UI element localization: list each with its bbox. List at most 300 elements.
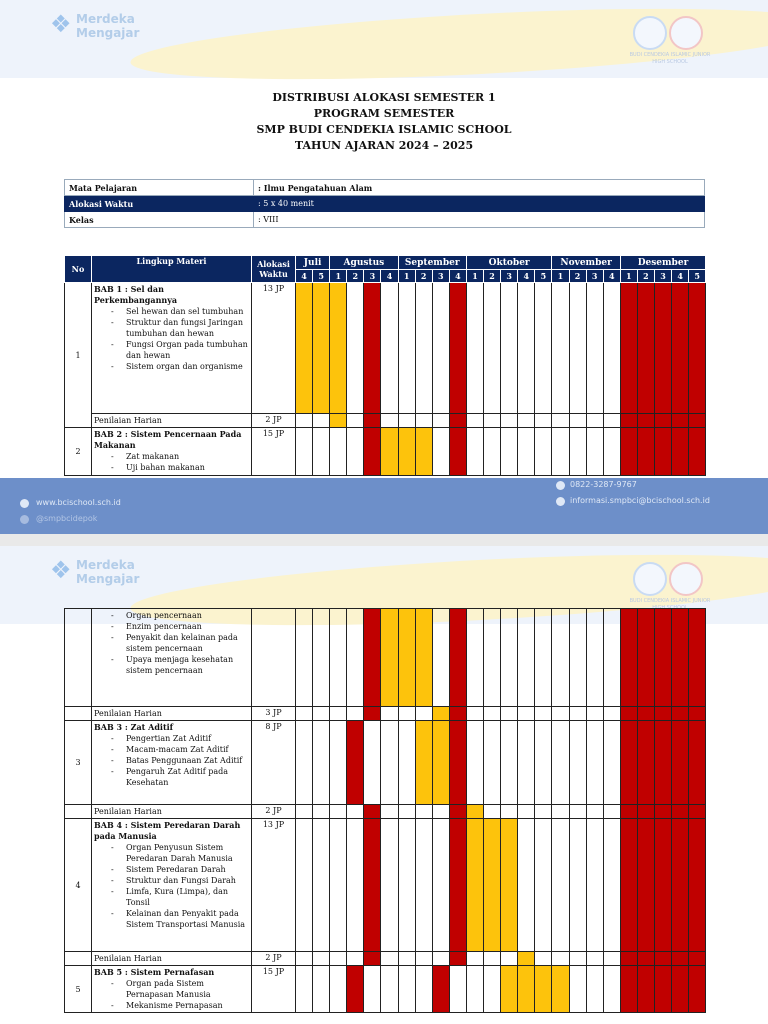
week-cell bbox=[398, 414, 415, 428]
week-cell-scheduled bbox=[432, 721, 449, 805]
week-cell-holiday bbox=[689, 414, 706, 428]
week-cell bbox=[330, 966, 347, 1013]
table-row bbox=[65, 721, 706, 805]
footer-website: www.bcischool.sch.id bbox=[36, 498, 121, 507]
footer-phone: 0822-3287-9767 bbox=[570, 480, 637, 489]
week-cell bbox=[296, 819, 313, 952]
week-cell-scheduled bbox=[466, 805, 483, 819]
week-cell bbox=[501, 805, 518, 819]
week-cell-holiday bbox=[672, 609, 689, 707]
table-row bbox=[65, 966, 706, 1013]
week-header: 2 bbox=[484, 270, 501, 283]
week-cell-holiday bbox=[620, 952, 637, 966]
info-label: Mata Pelajaran bbox=[65, 180, 254, 196]
week-cell-holiday bbox=[672, 283, 689, 414]
week-cell bbox=[603, 283, 620, 414]
week-cell-scheduled bbox=[296, 283, 313, 414]
week-cell-holiday bbox=[364, 952, 381, 966]
week-cell-holiday bbox=[672, 707, 689, 721]
row-number bbox=[65, 952, 92, 966]
week-cell bbox=[603, 428, 620, 476]
week-header: 2 bbox=[415, 270, 432, 283]
week-cell-holiday bbox=[620, 283, 637, 414]
table-row bbox=[65, 609, 706, 707]
week-cell bbox=[296, 721, 313, 805]
week-cell bbox=[296, 805, 313, 819]
row-number: 3 bbox=[65, 721, 92, 805]
week-cell bbox=[398, 283, 415, 414]
materi-cell bbox=[92, 805, 252, 819]
merdeka-mengajar-logo bbox=[50, 8, 150, 48]
info-table bbox=[64, 179, 705, 228]
week-cell bbox=[501, 952, 518, 966]
week-cell-holiday bbox=[620, 721, 637, 805]
week-cell-holiday bbox=[654, 428, 671, 476]
title-line-2: PROGRAM SEMESTER bbox=[313, 107, 455, 120]
week-header: 3 bbox=[586, 270, 603, 283]
week-cell bbox=[432, 414, 449, 428]
bab-title: BAB 1 : Sel dan Perkembangannya bbox=[94, 284, 178, 305]
week-cell bbox=[466, 609, 483, 707]
week-cell-holiday bbox=[689, 721, 706, 805]
week-cell bbox=[535, 952, 552, 966]
week-cell-scheduled bbox=[501, 819, 518, 952]
info-row-subject bbox=[65, 180, 705, 196]
week-cell bbox=[415, 414, 432, 428]
week-cell-holiday bbox=[432, 966, 449, 1013]
week-cell bbox=[586, 428, 603, 476]
topic-item: - Macam-macam Zat Aditif bbox=[111, 744, 249, 755]
week-cell bbox=[313, 721, 330, 805]
week-header: 4 bbox=[603, 270, 620, 283]
topic-item: - Upaya menjaga kesehatan sistem pencernaan bbox=[111, 654, 249, 676]
week-header: 5 bbox=[689, 270, 706, 283]
week-cell bbox=[484, 283, 501, 414]
week-cell-holiday bbox=[364, 819, 381, 952]
week-cell-holiday bbox=[637, 966, 654, 1013]
week-cell-holiday bbox=[637, 952, 654, 966]
logo-line1: Merdeka bbox=[76, 558, 135, 572]
week-header: 1 bbox=[330, 270, 347, 283]
week-cell-holiday bbox=[654, 707, 671, 721]
week-cell bbox=[347, 428, 364, 476]
week-cell-holiday bbox=[654, 414, 671, 428]
week-cell-holiday bbox=[654, 966, 671, 1013]
week-cell-holiday bbox=[637, 707, 654, 721]
week-cell bbox=[466, 283, 483, 414]
row-number: 2 bbox=[65, 428, 92, 476]
week-cell bbox=[415, 952, 432, 966]
penilaian-label: Penilaian Harian bbox=[94, 709, 162, 718]
week-cell-holiday bbox=[672, 805, 689, 819]
week-cell-holiday bbox=[689, 966, 706, 1013]
footer-band bbox=[0, 478, 768, 534]
week-cell-scheduled bbox=[330, 283, 347, 414]
week-cell bbox=[484, 721, 501, 805]
week-cell-holiday bbox=[449, 805, 466, 819]
week-cell-holiday bbox=[689, 805, 706, 819]
table-row bbox=[65, 805, 706, 819]
week-cell bbox=[535, 819, 552, 952]
week-cell bbox=[552, 609, 569, 707]
week-cell bbox=[518, 721, 535, 805]
week-cell-scheduled bbox=[535, 966, 552, 1013]
col-header-no: No bbox=[65, 256, 92, 283]
week-cell bbox=[501, 283, 518, 414]
week-cell-holiday bbox=[364, 414, 381, 428]
topic-item: - Fungsi Organ pada tumbuhan dan hewan bbox=[111, 339, 249, 361]
penilaian-label: Penilaian Harian bbox=[94, 954, 162, 963]
week-cell bbox=[569, 414, 586, 428]
topic-item: - Uji bahan makanan bbox=[111, 462, 249, 473]
week-cell-scheduled bbox=[330, 414, 347, 428]
week-header: 4 bbox=[449, 270, 466, 283]
week-cell-holiday bbox=[449, 721, 466, 805]
week-cell bbox=[296, 609, 313, 707]
logo-line2: Mengajar bbox=[76, 26, 140, 40]
week-cell-holiday bbox=[654, 283, 671, 414]
info-value: : VIII bbox=[254, 212, 705, 228]
week-cell bbox=[586, 283, 603, 414]
topic-item: - Organ pada Sistem Pernapasan Manusia bbox=[111, 978, 249, 1000]
week-header: 3 bbox=[654, 270, 671, 283]
week-cell-scheduled bbox=[313, 283, 330, 414]
week-cell bbox=[484, 707, 501, 721]
topic-item: - Batas Penggunaan Zat Aditif bbox=[111, 755, 249, 766]
week-cell bbox=[603, 414, 620, 428]
week-cell bbox=[501, 609, 518, 707]
week-cell bbox=[466, 952, 483, 966]
week-cell bbox=[586, 414, 603, 428]
week-cell bbox=[603, 707, 620, 721]
topic-item: - Kelainan dan Penyakit pada Sistem Transportasi Manusia bbox=[111, 908, 249, 930]
week-cell bbox=[552, 283, 569, 414]
week-cell bbox=[381, 414, 398, 428]
week-cell bbox=[398, 721, 415, 805]
week-cell bbox=[569, 721, 586, 805]
materi-cell bbox=[92, 707, 252, 721]
week-cell-holiday bbox=[689, 428, 706, 476]
week-cell bbox=[381, 952, 398, 966]
bab-title: BAB 4 : Sistem Peredaran Darah pada Manusia bbox=[94, 820, 241, 841]
bci-emblem-icon bbox=[633, 562, 667, 596]
footer-instagram: @smpbcidepok bbox=[36, 514, 98, 523]
week-cell bbox=[415, 283, 432, 414]
materi-cell bbox=[92, 414, 252, 428]
week-cell bbox=[586, 805, 603, 819]
week-header: 1 bbox=[466, 270, 483, 283]
week-cell bbox=[552, 414, 569, 428]
week-cell-holiday bbox=[689, 952, 706, 966]
topic-item: - Struktur dan Fungsi Darah bbox=[111, 875, 249, 886]
month-header: Juli bbox=[296, 256, 330, 270]
materi-cell bbox=[92, 819, 252, 952]
week-cell bbox=[535, 721, 552, 805]
week-cell-holiday bbox=[364, 805, 381, 819]
week-cell bbox=[313, 805, 330, 819]
row-number bbox=[65, 805, 92, 819]
week-cell bbox=[569, 707, 586, 721]
alokasi-cell: 2 JP bbox=[252, 952, 296, 966]
week-cell-holiday bbox=[449, 428, 466, 476]
week-cell bbox=[398, 819, 415, 952]
week-cell bbox=[552, 428, 569, 476]
week-header: 5 bbox=[535, 270, 552, 283]
week-cell-scheduled bbox=[398, 428, 415, 476]
week-cell-holiday bbox=[637, 609, 654, 707]
week-cell bbox=[313, 428, 330, 476]
topic-item: - Mekanisme Pernapasan bbox=[111, 1000, 249, 1011]
week-header: 4 bbox=[518, 270, 535, 283]
school-caption: BUDI CENDEKIA ISLAMIC JUNIOR HIGH SCHOOL bbox=[629, 52, 711, 65]
week-cell-scheduled bbox=[415, 609, 432, 707]
week-cell bbox=[415, 707, 432, 721]
logo-line1: Merdeka bbox=[76, 12, 135, 26]
week-cell bbox=[449, 966, 466, 1013]
week-cell-holiday bbox=[689, 283, 706, 414]
title-line-4: TAHUN AJARAN 2024 – 2025 bbox=[294, 139, 474, 152]
week-header: 2 bbox=[347, 270, 364, 283]
week-cell bbox=[330, 707, 347, 721]
week-cell bbox=[484, 609, 501, 707]
col-header-materi: Lingkup Materi bbox=[92, 256, 252, 283]
merdeka-mengajar-logo bbox=[50, 554, 150, 594]
month-header: September bbox=[398, 256, 466, 270]
week-header: 3 bbox=[364, 270, 381, 283]
week-cell bbox=[535, 609, 552, 707]
alokasi-cell: 8 JP bbox=[252, 721, 296, 805]
week-cell-holiday bbox=[620, 707, 637, 721]
week-cell-scheduled bbox=[501, 966, 518, 1013]
week-cell-scheduled bbox=[381, 428, 398, 476]
week-cell bbox=[603, 721, 620, 805]
week-cell bbox=[518, 805, 535, 819]
info-value: : 5 x 40 menit bbox=[254, 196, 705, 212]
week-cell bbox=[415, 805, 432, 819]
bab-title: BAB 5 : Sistem Pernafasan bbox=[94, 967, 215, 977]
week-header: 1 bbox=[552, 270, 569, 283]
week-cell bbox=[381, 707, 398, 721]
week-cell-holiday bbox=[654, 952, 671, 966]
week-cell-holiday bbox=[637, 721, 654, 805]
table-row bbox=[65, 707, 706, 721]
mail-icon bbox=[556, 497, 565, 506]
alokasi-cell: 13 JP bbox=[252, 819, 296, 952]
week-cell bbox=[347, 805, 364, 819]
week-cell bbox=[364, 721, 381, 805]
week-header: 3 bbox=[432, 270, 449, 283]
week-cell-holiday bbox=[364, 428, 381, 476]
week-cell bbox=[518, 819, 535, 952]
title-line-3: SMP BUDI CENDEKIA ISLAMIC SCHOOL bbox=[256, 123, 512, 136]
row-number bbox=[65, 707, 92, 721]
alokasi-cell: 15 JP bbox=[252, 428, 296, 476]
phone-icon bbox=[556, 481, 565, 490]
week-cell-holiday bbox=[347, 721, 364, 805]
week-cell-holiday bbox=[449, 819, 466, 952]
info-row-class bbox=[65, 212, 705, 228]
week-header: 2 bbox=[637, 270, 654, 283]
week-cell bbox=[535, 707, 552, 721]
week-cell-holiday bbox=[672, 952, 689, 966]
week-cell-holiday bbox=[672, 414, 689, 428]
week-cell bbox=[381, 721, 398, 805]
week-cell bbox=[313, 414, 330, 428]
topic-item: - Pengertian Zat Aditif bbox=[111, 733, 249, 744]
week-cell bbox=[586, 707, 603, 721]
week-cell bbox=[330, 819, 347, 952]
week-cell bbox=[586, 609, 603, 707]
month-header: Desember bbox=[620, 256, 705, 270]
week-cell-holiday bbox=[347, 966, 364, 1013]
week-cell bbox=[552, 952, 569, 966]
week-cell bbox=[415, 819, 432, 952]
week-cell bbox=[484, 952, 501, 966]
week-cell bbox=[535, 428, 552, 476]
globe-icon bbox=[20, 499, 29, 508]
logo-line2: Mengajar bbox=[76, 572, 140, 586]
week-cell bbox=[330, 721, 347, 805]
week-cell bbox=[518, 283, 535, 414]
week-cell-holiday bbox=[637, 819, 654, 952]
week-cell bbox=[466, 707, 483, 721]
week-cell bbox=[347, 819, 364, 952]
week-cell-scheduled bbox=[398, 609, 415, 707]
penilaian-label: Penilaian Harian bbox=[94, 807, 162, 816]
info-row-time bbox=[65, 196, 705, 212]
week-cell bbox=[347, 952, 364, 966]
week-cell bbox=[518, 609, 535, 707]
week-cell bbox=[381, 819, 398, 952]
week-cell bbox=[552, 805, 569, 819]
week-cell bbox=[569, 952, 586, 966]
table-row bbox=[65, 428, 706, 476]
week-header: 3 bbox=[501, 270, 518, 283]
week-cell bbox=[603, 952, 620, 966]
week-cell-holiday bbox=[449, 609, 466, 707]
week-cell-scheduled bbox=[432, 707, 449, 721]
week-cell bbox=[501, 414, 518, 428]
week-cell bbox=[586, 952, 603, 966]
row-number: 4 bbox=[65, 819, 92, 952]
week-cell-holiday bbox=[654, 819, 671, 952]
week-cell-holiday bbox=[654, 721, 671, 805]
topic-item: - Organ Penyusun Sistem Peredaran Darah Manusia bbox=[111, 842, 249, 864]
week-cell bbox=[313, 609, 330, 707]
instagram-icon bbox=[20, 515, 29, 524]
week-cell bbox=[466, 966, 483, 1013]
alokasi-cell: 2 JP bbox=[252, 805, 296, 819]
penilaian-label: Penilaian Harian bbox=[94, 416, 162, 425]
week-cell-holiday bbox=[449, 707, 466, 721]
week-cell-holiday bbox=[689, 819, 706, 952]
alokasi-cell: 3 JP bbox=[252, 707, 296, 721]
logo-mark-icon: ❖ bbox=[50, 10, 72, 38]
week-cell-scheduled bbox=[518, 952, 535, 966]
week-cell-holiday bbox=[449, 952, 466, 966]
topic-item: - Organ pencernaan bbox=[111, 610, 249, 621]
week-cell bbox=[466, 414, 483, 428]
week-cell bbox=[330, 428, 347, 476]
title-line-1: DISTRIBUSI ALOKASI SEMESTER 1 bbox=[272, 91, 496, 104]
week-cell bbox=[364, 966, 381, 1013]
week-cell bbox=[569, 283, 586, 414]
week-cell-holiday bbox=[689, 609, 706, 707]
topic-item: - Sistem Peredaran Darah bbox=[111, 864, 249, 875]
topic-item: - Sistem organ dan organisme bbox=[111, 361, 249, 372]
week-cell-holiday bbox=[689, 707, 706, 721]
week-cell bbox=[586, 721, 603, 805]
topic-item: - Zat makanan bbox=[111, 451, 249, 462]
week-cell-holiday bbox=[364, 609, 381, 707]
materi-cell bbox=[92, 721, 252, 805]
week-cell bbox=[501, 721, 518, 805]
week-cell-holiday bbox=[672, 428, 689, 476]
week-cell bbox=[330, 609, 347, 707]
week-cell bbox=[432, 428, 449, 476]
week-cell bbox=[484, 414, 501, 428]
week-cell-holiday bbox=[620, 428, 637, 476]
bab-title: BAB 3 : Zat Aditif bbox=[94, 722, 174, 732]
col-header-alokasi: Alokasi Waktu bbox=[252, 256, 296, 283]
topic-item: - Limfa, Kura (Limpa), dan Tonsil bbox=[111, 886, 249, 908]
school-caption: BUDI CENDEKIA ISLAMIC JUNIOR bbox=[629, 598, 711, 604]
week-cell-holiday bbox=[637, 283, 654, 414]
week-cell bbox=[569, 609, 586, 707]
week-header: 2 bbox=[569, 270, 586, 283]
week-cell-holiday bbox=[637, 805, 654, 819]
week-cell bbox=[381, 283, 398, 414]
table-row bbox=[65, 414, 706, 428]
week-cell-scheduled bbox=[381, 609, 398, 707]
week-cell bbox=[398, 966, 415, 1013]
info-value: : Ilmu Pengatahuan Alam bbox=[254, 180, 705, 196]
info-label: Alokasi Waktu bbox=[65, 196, 254, 212]
week-cell bbox=[484, 428, 501, 476]
school-logos bbox=[625, 16, 715, 72]
week-cell bbox=[432, 805, 449, 819]
week-cell-scheduled bbox=[518, 966, 535, 1013]
month-header: Oktober bbox=[466, 256, 551, 270]
week-cell bbox=[586, 819, 603, 952]
school-crest-icon bbox=[669, 562, 703, 596]
week-cell-holiday bbox=[672, 819, 689, 952]
week-cell bbox=[347, 707, 364, 721]
week-cell bbox=[330, 805, 347, 819]
week-cell bbox=[501, 428, 518, 476]
week-cell bbox=[296, 707, 313, 721]
schedule-table-page-2 bbox=[64, 608, 706, 1013]
week-cell-scheduled bbox=[484, 819, 501, 952]
week-cell bbox=[415, 966, 432, 1013]
week-cell bbox=[484, 805, 501, 819]
bab-title: BAB 2 : Sistem Pencernaan Pada Makanan bbox=[94, 429, 242, 450]
week-cell bbox=[552, 707, 569, 721]
week-cell-holiday bbox=[637, 428, 654, 476]
week-cell bbox=[518, 414, 535, 428]
month-header: Agustus bbox=[330, 256, 398, 270]
schedule-table-page-1 bbox=[64, 255, 706, 476]
week-cell bbox=[347, 283, 364, 414]
materi-cell bbox=[92, 952, 252, 966]
week-cell bbox=[432, 283, 449, 414]
week-cell bbox=[484, 966, 501, 1013]
materi-cell bbox=[92, 609, 252, 707]
topic-item: - Penyakit dan kelainan pada sistem pencernaan bbox=[111, 632, 249, 654]
week-cell bbox=[603, 805, 620, 819]
week-cell bbox=[398, 952, 415, 966]
week-cell bbox=[569, 805, 586, 819]
